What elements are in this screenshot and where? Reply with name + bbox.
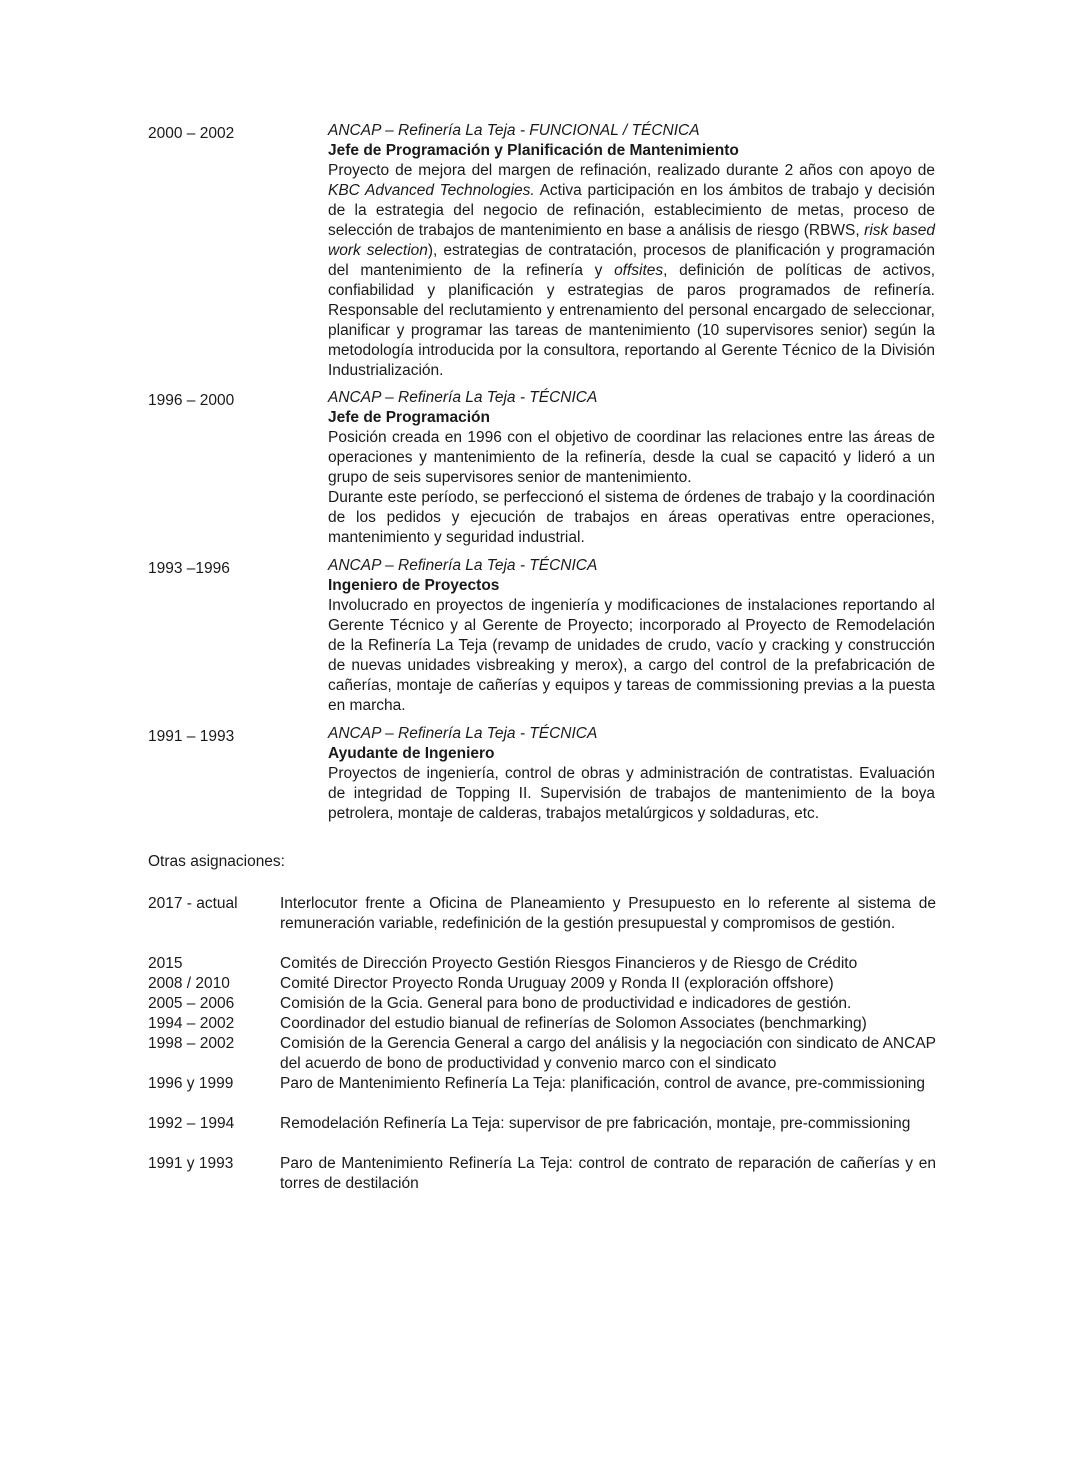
assignment-text: Comités de Dirección Proyecto Gestión Riesgos Financieros y de Riesgo de Crédito	[280, 955, 858, 972]
job-company: ANCAP – Refinería La Teja - TÉCNICA	[328, 389, 598, 406]
assignment-period: 1994 – 2002	[148, 1015, 235, 1032]
job-period: 1993 –1996	[148, 560, 230, 577]
job-description: Involucrado en proyectos de ingeniería y modificaciones de instalaciones reportando al Gerente Técnico y al Gerente de Proyecto; incorporado al Proyecto de Remodelación de la Refinería La Teja (revamp de unidades de crudo, vacío y cracking y construcción de nuevas unidades visbreaking y merox), a cargo del control de la prefabricación de cañerías, montaje de cañerías y equipos y tareas de commissioning previas a la puesta en marcha.	[328, 597, 935, 714]
assignment-text: Comisión de la Gerencia General a cargo del análisis y la negociación con sindicato de ANCAP del acuerdo de bono de productividad y convenio marco con el sindicato	[280, 1035, 936, 1072]
job-position: Jefe de Programación	[328, 409, 490, 426]
assignment-text: Comité Director Proyecto Ronda Uruguay 2009 y Ronda II (exploración offshore)	[280, 975, 834, 992]
job-description: Proyecto de mejora del margen de refinación, realizado durante 2 años con apoyo de KBC Advanced Technologies. Activa participación en los ámbitos de trabajo y decisión de la estrategia del negocio de refinación, establecimiento de metas, proceso de selección de trabajos de mantenimiento en base a análisis de riesgo (RBWS, risk based work selection), estrategias de contratación, procesos de planificación y programación del mantenimiento de la refinería y offsites, definición de políticas de activos, confiabilidad y planificación y estrategias de paros programados de refinería. Responsable del reclutamiento y entrenamiento del personal encargado de seleccionar, planificar y programar las tareas de mantenimiento (10 supervisores senior) según la metodología introducida por la consultora, reportando al Gerente Técnico de la División Industrialización.	[328, 162, 936, 379]
assignment-text: Coordinador del estudio bianual de refinerías de Solomon Associates (benchmarking)	[280, 1015, 867, 1032]
job-position: Ingeniero de Proyectos	[328, 577, 500, 594]
assignment-text: Paro de Mantenimiento Refinería La Teja: planificación, control de avance, pre-commissioning	[280, 1075, 926, 1092]
job-description: Durante este período, se perfeccionó el sistema de órdenes de trabajo y la coordinación de los pedidos y ejecución de trabajos en áreas operativas entre operaciones, mantenimiento y seguridad industrial.	[328, 489, 935, 546]
job-content	[328, 121, 935, 381]
job-position: Ayudante de Ingeniero	[328, 745, 495, 762]
assignment-period: 1996 y 1999	[148, 1075, 234, 1092]
assignment-period: 1991 y 1993	[148, 1155, 234, 1172]
job-period: 1991 – 1993	[148, 728, 235, 745]
assignment-period: 1992 – 1994	[148, 1115, 235, 1132]
assignment-period: 2017 - actual	[148, 895, 238, 912]
job-content	[328, 724, 935, 824]
job-content	[328, 388, 935, 548]
job-company: ANCAP – Refinería La Teja - TÉCNICA	[328, 557, 598, 574]
assignment-period: 2005 – 2006	[148, 995, 235, 1012]
assignment-text: Comisión de la Gcia. General para bono de productividad e indicadores de gestión.	[280, 995, 852, 1012]
assignment-period: 1998 – 2002	[148, 1035, 235, 1052]
job-period: 1996 – 2000	[148, 392, 235, 409]
job-content	[328, 556, 935, 716]
assignment-period: 2015	[148, 955, 183, 972]
job-position: Jefe de Programación y Planificación de Mantenimiento	[328, 142, 739, 159]
assignment-text: Paro de Mantenimiento Refinería La Teja: control de contrato de reparación de cañerías y en torres de destilación	[280, 1155, 936, 1192]
job-description: Proyectos de ingeniería, control de obras y administración de contratistas. Evaluación de integridad de Topping II. Supervisión de trabajos de mantenimiento de la boya petrolera, montaje de calderas, trabajos metalúrgicos y soldaduras, etc.	[328, 765, 935, 822]
assignment-period: 2008 / 2010	[148, 975, 230, 992]
job-period: 2000 – 2002	[148, 125, 235, 142]
job-company: ANCAP – Refinería La Teja - TÉCNICA	[328, 725, 598, 742]
assignment-text: Interlocutor frente a Oficina de Planeamiento y Presupuesto en lo referente al sistema de remuneración variable, redefinición de la gestión presupuestal y compromisos de gestión.	[280, 895, 936, 932]
assignment-text: Remodelación Refinería La Teja: supervisor de pre fabricación, montaje, pre-commissioning	[280, 1115, 911, 1132]
job-description: Posición creada en 1996 con el objetivo de coordinar las relaciones entre las áreas de operaciones y mantenimiento de la refinería, desde la cual se capacitó y lideró a un grupo de seis supervisores senior de mantenimiento.	[328, 429, 935, 486]
other-assignments-heading: Otras asignaciones:	[148, 853, 285, 870]
job-company: ANCAP – Refinería La Teja - FUNCIONAL / TÉCNICA	[328, 122, 700, 139]
